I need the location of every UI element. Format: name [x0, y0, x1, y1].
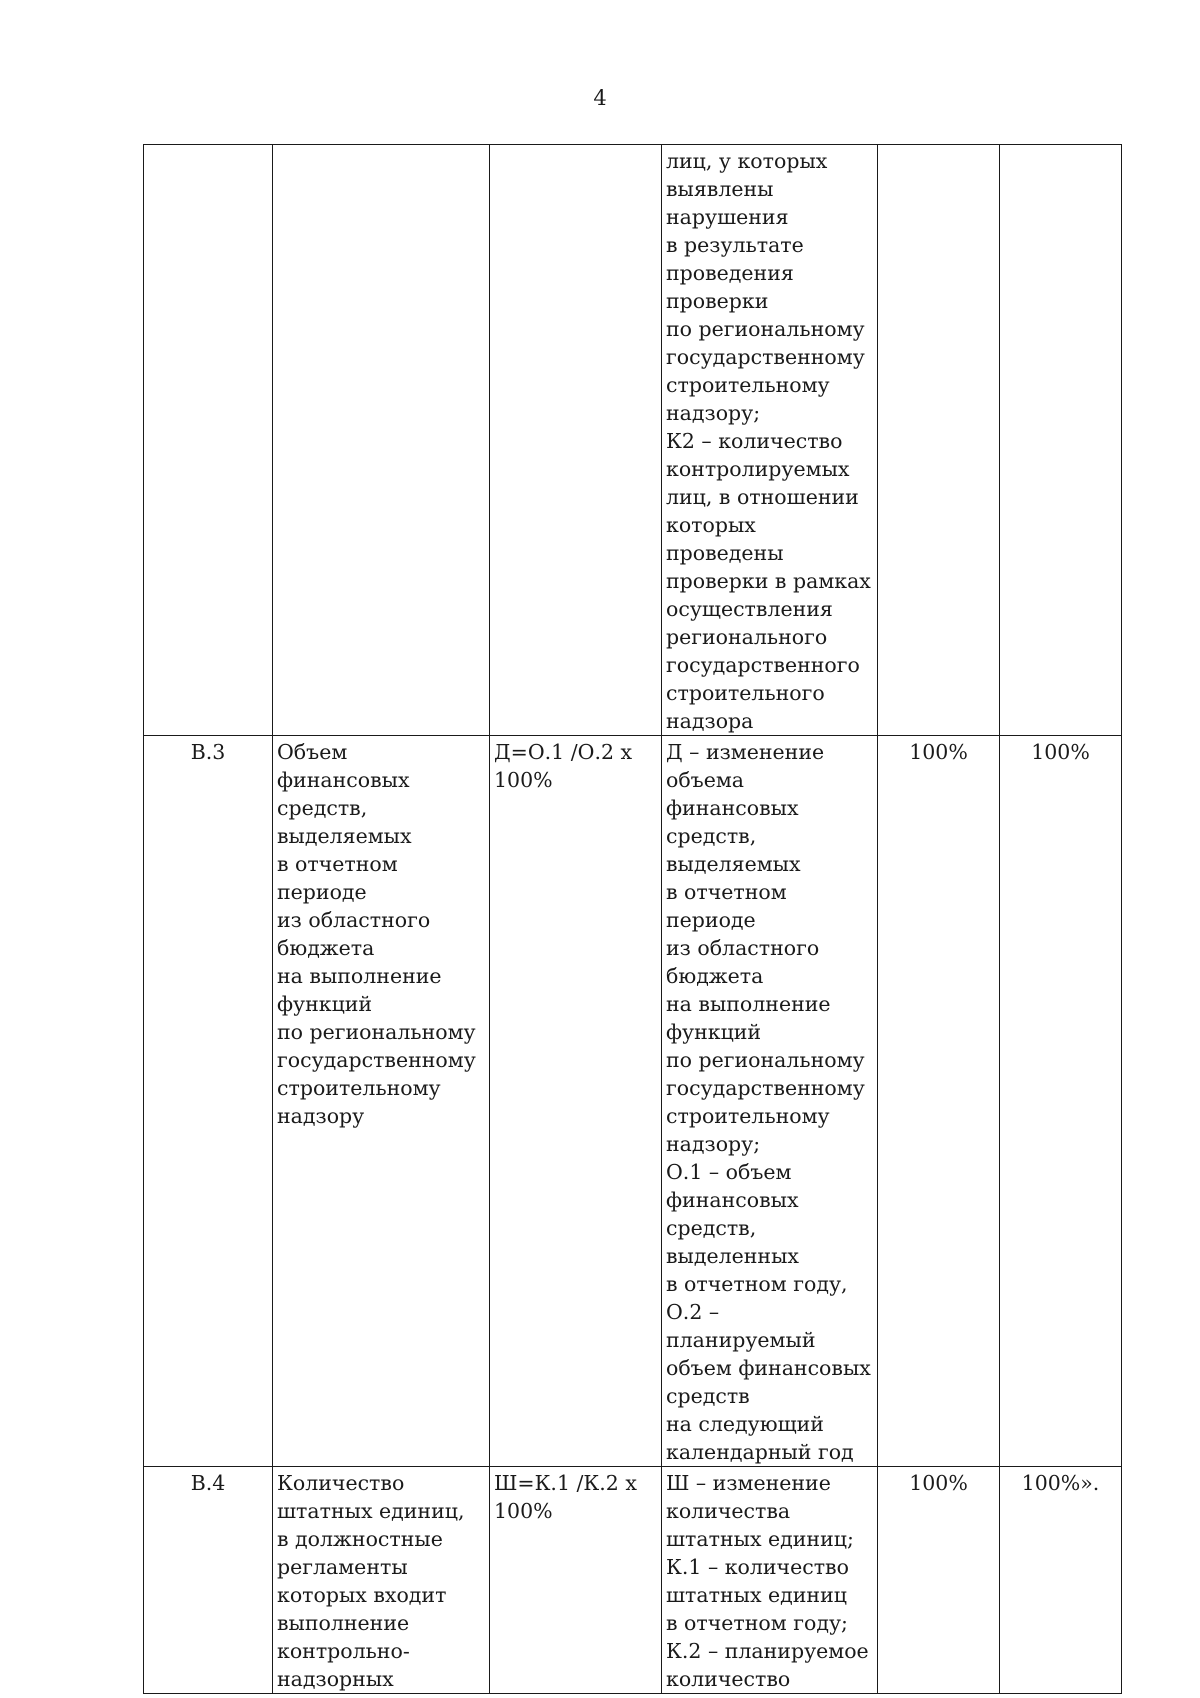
value-1-cell	[878, 145, 1000, 736]
indicator-cell: Объем финансовых средств, выделяемых в отчетном периоде из областного бюджета на выполнение функций по региональному государственному строительному надзору	[273, 736, 490, 1467]
value-1-cell: 100%	[878, 736, 1000, 1467]
indicator-cell: Количество штатных единиц, в должностные регламенты которых входит выполнение контрольно- надзорных	[273, 1467, 490, 1694]
description-cell: Ш – изменение количества штатных единиц; К.1 – количество штатных единиц в отчетном году; К.2 – планируемое количество	[662, 1467, 878, 1694]
description-cell: лиц, у которых выявлены нарушения в результате проведения проверки по региональному государственному строительному надзору; К2 – количество контролируемых лиц, в отношении которых проведены проверки в рамках осуществления регионального государственного строительного надзора	[662, 145, 878, 736]
value-1-cell: 100%	[878, 1467, 1000, 1694]
value-2-cell: 100%».	[1000, 1467, 1122, 1694]
indicator-cell	[273, 145, 490, 736]
description-cell: Д – изменение объема финансовых средств, выделяемых в отчетном периоде из областного бюджета на выполнение функций по региональному государственному строительному надзору; О.1 – объем финансовых средств, выделенных в отчетном году, О.2 – планируемый объем финансовых средств на следующий календарный год	[662, 736, 878, 1467]
formula-cell: Д=О.1 /О.2 х 100%	[490, 736, 662, 1467]
indicators-table	[143, 144, 1122, 1694]
value-2-cell: 100%	[1000, 736, 1122, 1467]
code-cell	[144, 145, 273, 736]
table-row	[144, 145, 1122, 736]
table-row	[144, 736, 1122, 1467]
code-cell: В.3	[144, 736, 273, 1467]
formula-cell: Ш=К.1 /К.2 х 100%	[490, 1467, 662, 1694]
value-2-cell	[1000, 145, 1122, 736]
table-row	[144, 1467, 1122, 1694]
formula-cell	[490, 145, 662, 736]
page-number: 4	[593, 86, 607, 110]
code-cell: В.4	[144, 1467, 273, 1694]
